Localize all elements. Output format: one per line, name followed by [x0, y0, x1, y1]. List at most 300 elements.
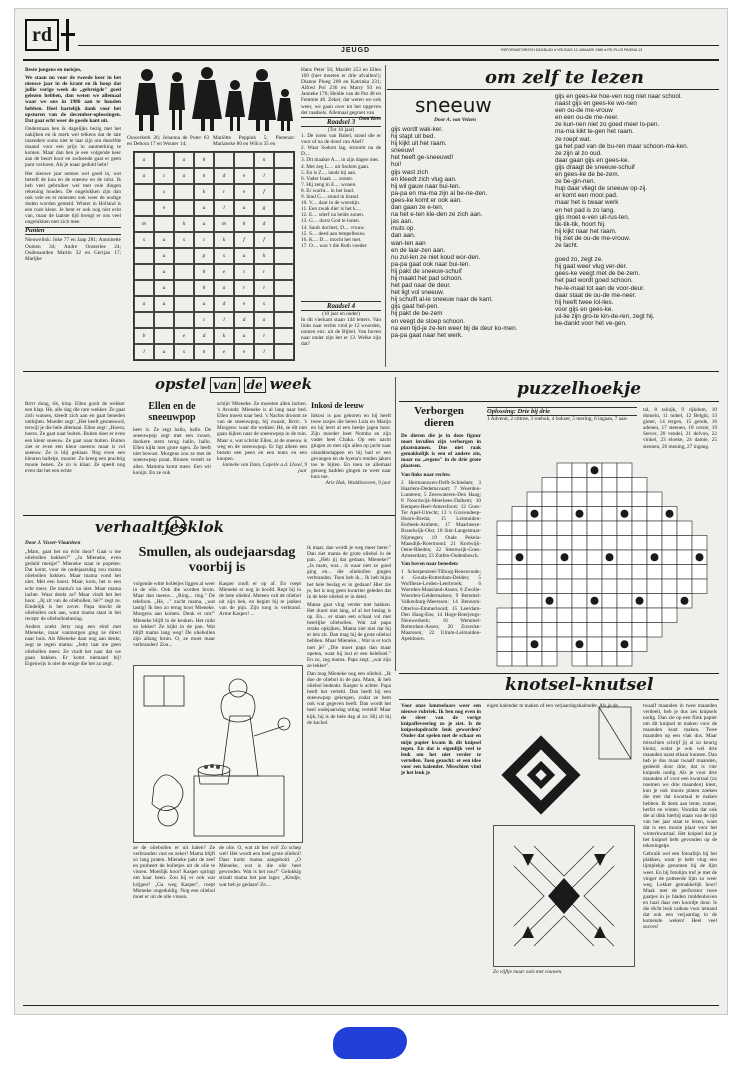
raadsel3-item: 9. Stad G.... stond in brand. [301, 194, 360, 201]
grid-cell: s [174, 344, 194, 360]
grid-cell: p [194, 248, 214, 264]
grid-cell: m [134, 216, 154, 232]
crossword-cell [677, 550, 692, 565]
crossword-cell [572, 521, 587, 536]
crossword-cell [512, 536, 527, 551]
inkosi-signature: Arie Hak, Waddinxveen, 9 jaar [325, 480, 391, 487]
crossword-cell [617, 579, 632, 594]
verhaaltje-col3b: de olie. O, wat zit het vol! Zo schep wel! Het wordt een heel grote oliebol! Daar komt mama aangehold. „O Mieneke, wat is die olie heet geworden. Wat is het nou?" Gelukkig straalt mama het pan lager. „Kindje, wat heb je gedaan! Ze.... [219, 845, 301, 888]
caption-left: Ouwerkerk 26; Johanna de Puter 63 en Debora 17 en Wouter 14; [127, 135, 209, 148]
knotsel-col3-p1: twaalf maanden in twee maanden verdeelt, heb je dus zes knipsels nodig. Dan zie op een flink papier om dit knipsel te maken voor de maanden kunt maken. Twee maanden op een vlak dus. Maar misschien schrijf jij al zo keurig kleinr, zodat je ook wel drie maanden naast elkaar kunnen. Dan heb je dus maar twaalf maanden, gedeeld door drie, dat is vier knipsels nodig. Als je voor drie maanden of voor een kwartaal (zo noemen we drie maanden) kiest, kun je ook mooie platen zoeken die met dat kwartaal te maken hebben. Ik denk aan lente, zomer, herfst en winter. Voordat dat ook die al dikk hierbij staan van de tijd van het jaar staat te lezen, want dat is een mooie plaat voor het winterkwartaal. Het knipsel dat je het knipsel hebt gevonden op de tekeningetje. [643, 703, 717, 850]
grid-cell [274, 184, 294, 200]
knotsel-header: knotsel-knutsel [505, 675, 654, 695]
grid-cell: a [134, 296, 154, 312]
knotsel-col1: Voor onze knutselaars weer een nieuwe rubriek. Ik ben nog even in de sfeer van de vorige knipafleveering zo je ziet. Is de knipselopdracht leuk geworden? Onder dat spelen met de schaar en mijn papier kwam ik dit knipsel tegen. En dat is eigenlijk veel te leuk om het niet verder te vertellen. Toen gezocht: er een idee voor een kalender. Misschien vind je het leuk je [401, 703, 481, 777]
grid-cell: t [234, 264, 254, 280]
grid-cell: s [174, 232, 194, 248]
crossword-cell [527, 608, 542, 623]
grid-cell: d [254, 216, 274, 232]
crossword-cell [572, 463, 587, 478]
puzzel-links-head: Van links naar rechts: [401, 471, 451, 478]
crossword-cell [617, 492, 632, 507]
masthead-bottom-rule [23, 59, 719, 61]
crossword-cell [497, 521, 512, 536]
crossword-cell [602, 565, 617, 580]
om-zelf-divider [385, 65, 386, 367]
grid-cell: t [254, 328, 274, 344]
puzzel-solution: 1 Adventi, 2 cittrne, 3 roebok, 4 bokser, 5 mering, 6 ingaan, 7 aan- [487, 416, 628, 422]
crossword-cell [587, 550, 602, 565]
crossword-cell [512, 507, 527, 522]
grid-cell [134, 280, 154, 296]
crossword-cell [617, 463, 632, 478]
grid-cell [234, 152, 254, 168]
grid-cell: e [234, 296, 254, 312]
crossword-cell [662, 521, 677, 536]
signature: Oom Kees [358, 115, 381, 122]
puzzel-links: 2 Hermanuwen-Delft-Schiedam; 3 Haarlem-Dedemsvaart; 7 Woerden-Lunteren; 5 Zeeswateren-Den Haag; 8 Noordwijk-Meerhees-Dalhem; 10 Kempen-Heel-Amersfoort; 12 Goes-Ter Apel-Utrecht; 13 's Gravendeep-Hoorn-Breda; 15 Leimuiden-Eerbeek-Arnhem; 17 Maarheeze-Brandwijk-Olst; 18 Sint-Langestraat-Nijmegen; 19 Oude Pekela-Maasdijk-Roermond; 21 Kortwijk-Oene-Rheden; 22 Steenwijk-Goes-Amsterdam; 23 Zutfen-Oudenbosch. [401, 479, 481, 559]
verhaaltje-col3: Kasper snuft er op af. En roept Mieneke er nog in hoofd. Rept hij in de hete oliebol. Meteen valt de oliebol uit zijn bek, en begint hij te janken van de pijn. Zijn tong is verbrand. Arme Kasper! ... [219, 581, 301, 618]
crossword-cell [617, 652, 632, 667]
crossword-cell [557, 492, 572, 507]
opstel-col3-text: schijn' Mieneke. Ze moesten allen lachen. 's Avonds: Mieneke is al lang naar bed. Ellen moest naar bed. 's Nachts droomt ze van de sneeuwpop, hij zwaait, Rrrrr.. 's Morgens: waar die wekker. Hè, ze dit niet gaan kijken naar de sneeuwpop in de tuin. Maar o, wat schrikt Ellen, al de sneeuw is weg en de sneeuwpop. Er ligt alleen een bezem een peen en een muts en een knopen. [217, 401, 307, 462]
grid-cell: b [194, 264, 214, 280]
raadsel4-box [301, 301, 381, 359]
crossword-cell [647, 565, 662, 580]
crossword-dot [531, 510, 539, 518]
opstel-title: Ellen en de sneeuwpop [148, 401, 196, 423]
grid-cell: r [214, 184, 234, 200]
grid-cell: l [214, 200, 234, 216]
crossword-cell [497, 565, 512, 580]
crossword-cell [572, 565, 587, 580]
knotsel-fig2 [595, 703, 635, 763]
letter-grid-puzzle [133, 151, 295, 361]
intro-letter [25, 67, 121, 367]
grid-cell [274, 168, 294, 184]
grid-cell: d [214, 168, 234, 184]
crossword-cell [572, 608, 587, 623]
grid-cell: a [134, 168, 154, 184]
grid-cell [174, 296, 194, 312]
grid-cell: k [214, 328, 234, 344]
crossword-cell [497, 652, 512, 667]
grid-cell [274, 232, 294, 248]
crossword-cell [647, 536, 662, 551]
crossword-cell [632, 637, 647, 652]
masthead-rule [78, 45, 719, 46]
grid-cell: a [154, 344, 174, 360]
raadsel3-item: 10. V.... daar in de woestijn. [301, 200, 361, 207]
crossword-dot [561, 553, 569, 561]
crossword-cell [587, 637, 602, 652]
grid-cell: k [214, 232, 234, 248]
grid-cell [154, 328, 174, 344]
grid-cell: s [254, 296, 274, 312]
grid-cell: t [254, 280, 274, 296]
grid-cell: b [234, 216, 254, 232]
raadsel3-box [301, 117, 381, 299]
grid-cell: a [154, 232, 174, 248]
crossword-cell [617, 594, 632, 609]
intro-body: We staan nu voor de tweede keer in het nieuwe jaar in de krant en ik hoop dat jullie vorige week de „gebreigde" goed gelezen hebben, dan weten we allemaal waar we ons in 1986 aan te houden hebben. Heel hartelijk dank voor het opsturen van de december-oplossingen. Dat gaat echt weer de goede kant uit. [25, 75, 121, 124]
crossword-cell [512, 579, 527, 594]
raadsel4-title: Raadsel 4 [301, 301, 381, 311]
grid-cell: e [234, 344, 254, 360]
crossword-cell [527, 492, 542, 507]
blue-stamp-mark [333, 1027, 407, 1059]
crossword-cell [557, 507, 572, 522]
section-title: JEUGD [341, 47, 371, 54]
crossword-cell [632, 579, 647, 594]
raadsel3-item: 12. E.... stierf na beide zonen. [301, 212, 365, 219]
grid-cell [154, 152, 174, 168]
crossword-cell [557, 579, 572, 594]
opstel-rule [23, 371, 719, 372]
crossword-dot [591, 466, 599, 474]
crossword-cell [602, 521, 617, 536]
grid-cell [274, 344, 294, 360]
grid-cell: e [234, 168, 254, 184]
crossword-cell [602, 579, 617, 594]
crossword-cell [662, 594, 677, 609]
grid-cell [134, 184, 154, 200]
crossword-cell [527, 652, 542, 667]
verhaaltje-title: Smullen, als oudejaarsdag voorbij is [138, 545, 296, 575]
crossword-cell [602, 492, 617, 507]
crossword-dot [621, 640, 629, 648]
grid-cell [274, 264, 294, 280]
grid-cell: a [234, 328, 254, 344]
opstel-col2: heer is. Ze zegt hallo, hallo. De sneeuwpop zegt met een zware, donkere stem terug hallo, hallo. Ellen kijkt met grote ogen. Ze heeft niet bewust. Morgens zou ze met de sneeuwpop praat. Binnen vertelt ze alles. Mamma komt meer. Een wit konijn. En ze ook [133, 427, 211, 476]
opstel-col3 [217, 401, 307, 513]
crossword-cell [602, 608, 617, 623]
puzzel-solution-right: tal, 8 taluijk, 9 rijkdom, 10 domein, 11 nobel, 12 Belgüt, 13 gieter, 14 tergen, 15 gende, 16 adenen, 17 steenen, 18 cerste, 19 Stever, 20 vendel, 21 delvon, 22 vinkel, 23 eloeke, 24 damie, 25 siennen, 26 mening, 27 ingang. [643, 407, 717, 450]
crossword-cell [527, 565, 542, 580]
grid-cell: d [234, 312, 254, 328]
crossword-dot [516, 553, 524, 561]
raadsel3-item: 8. Er wacht... in het land. [301, 187, 355, 194]
grid-cell: l [254, 168, 274, 184]
verhaaltje-col4-p1: lk maar, dan wordt je weg meer beter." Dan ziet mama de grote oliebol in de pan. „Heb jij dat gedaan, Mieneke?" „Ja mam, wat... is waar niet zo goed ging en... die oliebollen gingen verbranden. Toen heb ik... Ik heb bijna het hele beslag er in gedaan! Hier zie je, het is nog geen kwartier geleden dat ik de hele oliebol er in deed. [307, 545, 391, 600]
crossword-cell [587, 565, 602, 580]
crossword-cell [497, 637, 512, 652]
crossword-cell [572, 594, 587, 609]
grid-cell: a [174, 168, 194, 184]
crossword-cell [662, 608, 677, 623]
crossword-cell [647, 492, 662, 507]
om-zelf-col2: gijs en gees-ke hoe-ven nog niet naar school. naast gijs en gees-ke wo-nen een ou-de me-vrouw en een ou-de me-neer. ze kun-nen niet zo goed meer lo-pen. ma-ma kikt te-gen het raam. ze roept wat. ga het pad van de bu-ren maar schoon-ma-ken. ze zijn al zo oud. daar gaan gijs en gees-ke. gijs draagt de sneeuw-schuif en gees-ke de be-zem. ze be-gin-nen. hup daar vliegt de sneeuw op-zij. er komt een mooi pad. maar het is twaar werk en het pad is zo lang. gijs moet e-ven uit-rus-ten. tik-tik-tik, hoort hij. hij kijkt naar het raam. hij ziet de ou-de me-vrouw. ze lacht. goed zo, zegt ze. hij gaat weer vlug ver-der. gees-ke veegt met de be-zem. het pad wordt goed schoon. he-le-maal tot aan de voor-deur. daar staat de ou-de me-neer. hij heeft twee lol-lies. voor gijs en gees-ke. jul-lie zijn gro-te kin-de-ren, zegt hij. be-dankt voor het ve-gen. [555, 93, 689, 327]
crossword-dot [636, 597, 644, 605]
crossword-cell [632, 521, 647, 536]
grid-cell: l [134, 344, 154, 360]
grid-cell: g [254, 200, 274, 216]
crossword-dot [576, 510, 584, 518]
raadsel3-item: 11. Een zwak dier is het k.... [301, 206, 361, 213]
raadsel3-item: 4. Met zeg L.... uit Sodom gaan. [301, 163, 370, 170]
raadsel3-item: 6. Vader Isaak .... zonen. [301, 175, 353, 182]
intro-p2: Onderstaan ben ik dagelijks bezig met het nakijken en ik merk wel telkens dat de late inzenders soms niet te laat zijn om dezelfde maand voor een prijs in aanmerking te komen. Maar dan ben je een volgende keer aan de beurt hoor en zodoende gaat er geen punt verloren. Als je maar geduld hebt! [25, 125, 121, 169]
grid-cell [274, 216, 294, 232]
crossword-cell [662, 550, 677, 565]
raadsel4-sub: (10 jaar en ouder) [322, 311, 360, 317]
crossword-cell [542, 536, 557, 551]
crossword-cell [632, 550, 647, 565]
grid-cell: s [154, 184, 174, 200]
crossword-cell [512, 594, 527, 609]
grid-cell [134, 200, 154, 216]
grid-cell: c [194, 312, 214, 328]
grid-cell: a [214, 280, 234, 296]
crossword-cell [512, 623, 527, 638]
crossword-cell [602, 507, 617, 522]
knotsel-col2: eigen kalender te maken of een verjaardagskalender. Als je de [487, 703, 618, 709]
grid-cell [274, 248, 294, 264]
kitchen-illustration [133, 665, 303, 843]
crossword-cell [692, 536, 707, 551]
crossword-cell [557, 521, 572, 536]
crossword-cell [557, 623, 572, 638]
intro-right-body: Hans Peter 56; Mariëtt 253 en Ellen 169 (hier moeten er drie afvallen!); Dianne Ploeg 208 en Katrinka 231; Alfred Pol 236 en Marry 93 en Janneke 176; Heidie van de Put 48 en Femmie 46. Zeker, dat weten we ook weer, we gaan over tot het opgeven der raadsels. Allemaal gegroet van [301, 67, 381, 116]
grid-cell: a [194, 296, 214, 312]
crossword-cell [602, 637, 617, 652]
crossword-cell [617, 536, 632, 551]
grid-cell: k [194, 184, 214, 200]
crossword-cell [572, 623, 587, 638]
puzzel-boven: 1 Scherpenzeel-Tilburg-Renswoude; 4 Gouda-Rotterdam-Delden; 5 Wolfheze-Leiden-Leerbroek; 6 Woerden-Maasland-Assen; 8 Zwolle-Woerden-Geldermalsen; 9 Bemmel-Valkenburg-Meerssen; 14 Bennom-Otterloo-Emmerloord; 15 Leerdam-Den Haag-Ens; 14 Hoge-Boerjengs-Nieuwerkerk; 16 Wemmel-Rotterdam-Assen; 20 Zuvecke-Maarssen; 22 Ulrum-Leimuiden-Apeldoorn. [401, 568, 481, 642]
grid-cell: a [154, 248, 174, 264]
raadsel3-item: 14. Sauls dochter, D.... vrouw. [301, 224, 366, 231]
grid-cell [174, 312, 194, 328]
crossword-cell [617, 623, 632, 638]
crossword-cell [542, 608, 557, 623]
puzzel-title: Verborgen dieren [414, 405, 464, 429]
crossword-cell [527, 550, 542, 565]
crossword-cell [542, 507, 557, 522]
puzzel-intro: De dieren die je in deze figuur moet invullen zijn verborgen in plaatsnamen. Dus niet raak gemakkelijk is een of andere zin, maar na „ergens" in de drie grote plaatsen. [401, 433, 481, 470]
grid-cell: a [134, 152, 154, 168]
om-zelf-author: Door A. van Velzen [434, 117, 476, 123]
crossword-cell [587, 623, 602, 638]
crossword-cell [617, 565, 632, 580]
grid-cell [174, 264, 194, 280]
raadsel3-sub: (Tot 10 jaar) [327, 127, 355, 133]
opstel-week: week [269, 375, 313, 393]
crossword-cell [572, 652, 587, 667]
grid-cell: l [214, 312, 234, 328]
raadsel3-item: 2. Waar Sodom lag, stroomt nu de D.... [301, 145, 381, 158]
crossword-cell [542, 550, 557, 565]
grid-cell: l [254, 344, 274, 360]
crossword-cell [617, 478, 632, 493]
crossword-cell [557, 478, 572, 493]
crossword-cell [512, 652, 527, 667]
om-zelf-header: om zelf te lezen [485, 67, 644, 88]
crossword-cell [512, 608, 527, 623]
grid-cell: h [254, 248, 274, 264]
crossword-cell [512, 637, 527, 652]
puzzel-divider [395, 377, 396, 671]
crossword-cell [602, 623, 617, 638]
puzzel-rule [399, 401, 719, 402]
crossword-dot [591, 597, 599, 605]
masthead [23, 17, 719, 57]
grid-cell: m [214, 216, 234, 232]
grid-cell: b [134, 328, 154, 344]
crossword-cell [587, 507, 602, 522]
crossword-grid [491, 459, 717, 669]
verhaaltje-col4-p2: Mama gaat vlug verder met bakken. Het duurt niet lang, of al het beslag is op. En... er staan een schaal vol met heerlijke oliebollen. Wat zal papa straks opkijken, Mama ziet niet dat hij er iets zit. Dan mag hij de grote oliebol hebben. Maar Mieneke... Wat is er toch met je? „Die moet papa dan maar opeten, want hij lust er een heleboel." En zo, zeg mama. Papa zegt; „wat zijn ze lekker". [307, 601, 391, 669]
crossword-cell [542, 521, 557, 536]
crossword-cell [587, 536, 602, 551]
opstel-col3-signature: Janneke van Dam, Capelle a.d. IJssel, 9 jaar [221, 461, 307, 475]
crossword-cell [512, 565, 527, 580]
crossword-cell [677, 565, 692, 580]
grid-cell: h [174, 216, 194, 232]
crossword-cell [542, 652, 557, 667]
crossword-cell [527, 521, 542, 536]
crossword-cell [557, 565, 572, 580]
inkosi-text [311, 413, 391, 513]
grid-cell [274, 312, 294, 328]
grid-cell: a [194, 216, 214, 232]
crossword-cell [647, 608, 662, 623]
knotsel-fig-caption: Zo vijftje maar oals met vouwen. [493, 969, 563, 975]
verhaaltje-col1 [25, 549, 121, 1001]
grid-cell: n [254, 152, 274, 168]
crossword-cell [542, 623, 557, 638]
grid-cell: c [154, 168, 174, 184]
raadsel3-item: 7. Hij zeng in E.... wonen. [301, 181, 357, 188]
crossword-dot [546, 597, 554, 605]
grid-cell [134, 312, 154, 328]
grid-cell [174, 280, 194, 296]
crossword-cell [632, 536, 647, 551]
grid-cell: n [194, 344, 214, 360]
verhaaltje-col1-p1: „Mam, gaat het nu écht door? Gaat u me oliebollen bakken?" „Ja Mieneke, even geduld meisje!" Mieneke staat te popelen. Dat komt, voor de oudejaarsdag zou mama oliebollen bakken. Maar mama vond het niet. Met een hoest. Maar, kom, het is een echt meer. De mama's nu niet. Maar mama lachte. Waar denkt ze? Maar vindt het het hoor. „Jij zit van de oliebollen, hè?" zegt ze. Eindelijk is het zover. Papa mocht de oliebollen ook aan, want mama staat in het recept: de oliebollenbeslag. [25, 549, 121, 623]
grid-cell [174, 200, 194, 216]
grid-cell: f [254, 232, 274, 248]
crossword-cell [632, 507, 647, 522]
grid-cell: d [214, 296, 234, 312]
crossword-cell [602, 594, 617, 609]
crossword-cell [617, 608, 632, 623]
crossword-cell [572, 536, 587, 551]
grid-cell [174, 184, 194, 200]
crossword-cell [557, 637, 572, 652]
knotsel-col1-bottom [401, 827, 487, 997]
grid-cell: e [154, 200, 174, 216]
crossword-cell [677, 521, 692, 536]
crossword-cell [542, 565, 557, 580]
om-zelf-rule [387, 89, 719, 90]
crossword-cell [557, 594, 572, 609]
crossword-cell [677, 536, 692, 551]
opstel-header [155, 375, 375, 395]
caption-right: Mariëtte Peppink 5; Pietenze: Marianske 80 en Wilco 35 en [213, 135, 295, 148]
crossword-cell [542, 637, 557, 652]
crossword-cell [497, 608, 512, 623]
crossword-cell [497, 550, 512, 565]
grid-cell: n [194, 168, 214, 184]
knotsel-fig3 [493, 825, 635, 967]
crossword-dot [666, 510, 674, 518]
crossword-dot [576, 640, 584, 648]
crossword-dot [696, 553, 704, 561]
crossword-cell [497, 623, 512, 638]
om-zelf-title: sneeuw [415, 93, 492, 117]
crossword-cell [662, 565, 677, 580]
crossword-cell [602, 478, 617, 493]
grid-cell: f [254, 184, 274, 200]
crossword-dot [651, 553, 659, 561]
inkosi-title: Inkosi de leeuw [311, 401, 364, 410]
logo-cross-icon [61, 19, 75, 51]
crossword-cell [647, 521, 662, 536]
bottom-rule [23, 1005, 719, 1006]
crossword-cell [632, 565, 647, 580]
crossword-cell [692, 579, 707, 594]
crossword-cell [587, 478, 602, 493]
crossword-cell [512, 521, 527, 536]
grid-cell [274, 200, 294, 216]
grid-cell: b [194, 280, 214, 296]
crossword-cell [617, 550, 632, 565]
grid-cell: u [154, 296, 174, 312]
crossword-cell [587, 652, 602, 667]
knotsel-col3-p2: Gebruik wel een fotoallijn bij het plakken, want je hebt vlug een lijmplekje genomen bij de lijm weet. En bij fotolijm tref je met de vinger de potteerde lijm zo weer weg. Lekker gemakkelijk hoor! Maak met de perforator twee gaatjes in je bladen middenboven en haal daar een koordje door. Is die dicht leuk cadeau voor iemand dat ook een verjaardag in de komende weken! Heel veel succes! [643, 851, 717, 931]
crossword-cell [527, 623, 542, 638]
grid-cell [174, 248, 194, 264]
grid-cell: c [194, 232, 214, 248]
crossword-cell [497, 536, 512, 551]
grid-cell: s [134, 232, 154, 248]
puzzel-solution-box [487, 407, 637, 455]
raadsel3-item: 13. G.... dorst God te lonen. [301, 218, 360, 225]
crossword-cell [647, 579, 662, 594]
grid-cell [214, 152, 234, 168]
grid-cell: a [154, 280, 174, 296]
grid-cell [274, 328, 294, 344]
crossword-cell [557, 536, 572, 551]
grid-cell [154, 216, 174, 232]
verhaaltje-author: Door J. Visser-Vlaardeen [25, 540, 81, 546]
crossword-cell [527, 594, 542, 609]
puzzel-text [401, 433, 481, 669]
crossword-cell [542, 579, 557, 594]
crossword-dot [681, 597, 689, 605]
verhaaltje-rule [23, 515, 395, 516]
raadsel3-item: 16. K.... D.... mocht het met. [301, 236, 362, 243]
crossword-cell [662, 536, 677, 551]
crossword-cell [572, 579, 587, 594]
verhaaltje-col4-p3: Dan mag Mieneke nog een oliebol. „Ik doe de oliebol in de pan. Mam, ik heb oliebol bedenkt. Kasper is achter. Papa heeft het verteld. Dan heeft hij een sneeuwpop gekregen, zodat ze hem ook wat gegeven heeft. Dan wordt het heel oudejaarsdag uitlag verteld! Maar kijk, hij is de hele dag al zo: Hij zit bij de kachel. [307, 670, 391, 726]
raadsel3-item: 5. En is Z.... lands bij aan. [301, 169, 357, 176]
inkosi-body: Inkosi is pas geboren en hij heeft twee zusjes die heten Lola en Marijn en hij leert al een beetje jagen hoor. Zijn moeder heet Nomba en zijn vader heet Chaka. Op een nacht gingen ze met zijn allen op jacht naar olanddoelappen en hij had er een gevangen en de hyena's renden jakers toe te bijten. En toen ze allemaal genoeg hadden gingen ze weer naar huis toe. [311, 413, 391, 480]
crossword-cell [647, 623, 662, 638]
knotsel-rule [399, 699, 719, 700]
grid-cell: a [234, 200, 254, 216]
grid-cell: s [214, 248, 234, 264]
crossword-cell [692, 565, 707, 580]
crossword-dot [621, 510, 629, 518]
crossword-cell [602, 536, 617, 551]
raadsel3-item: 3. Dit maakte A.... in zijn dagen met. [301, 157, 380, 164]
crossword-cell [662, 579, 677, 594]
crossword-cell [572, 478, 587, 493]
crossword-cell [557, 608, 572, 623]
grid-cell [154, 312, 174, 328]
